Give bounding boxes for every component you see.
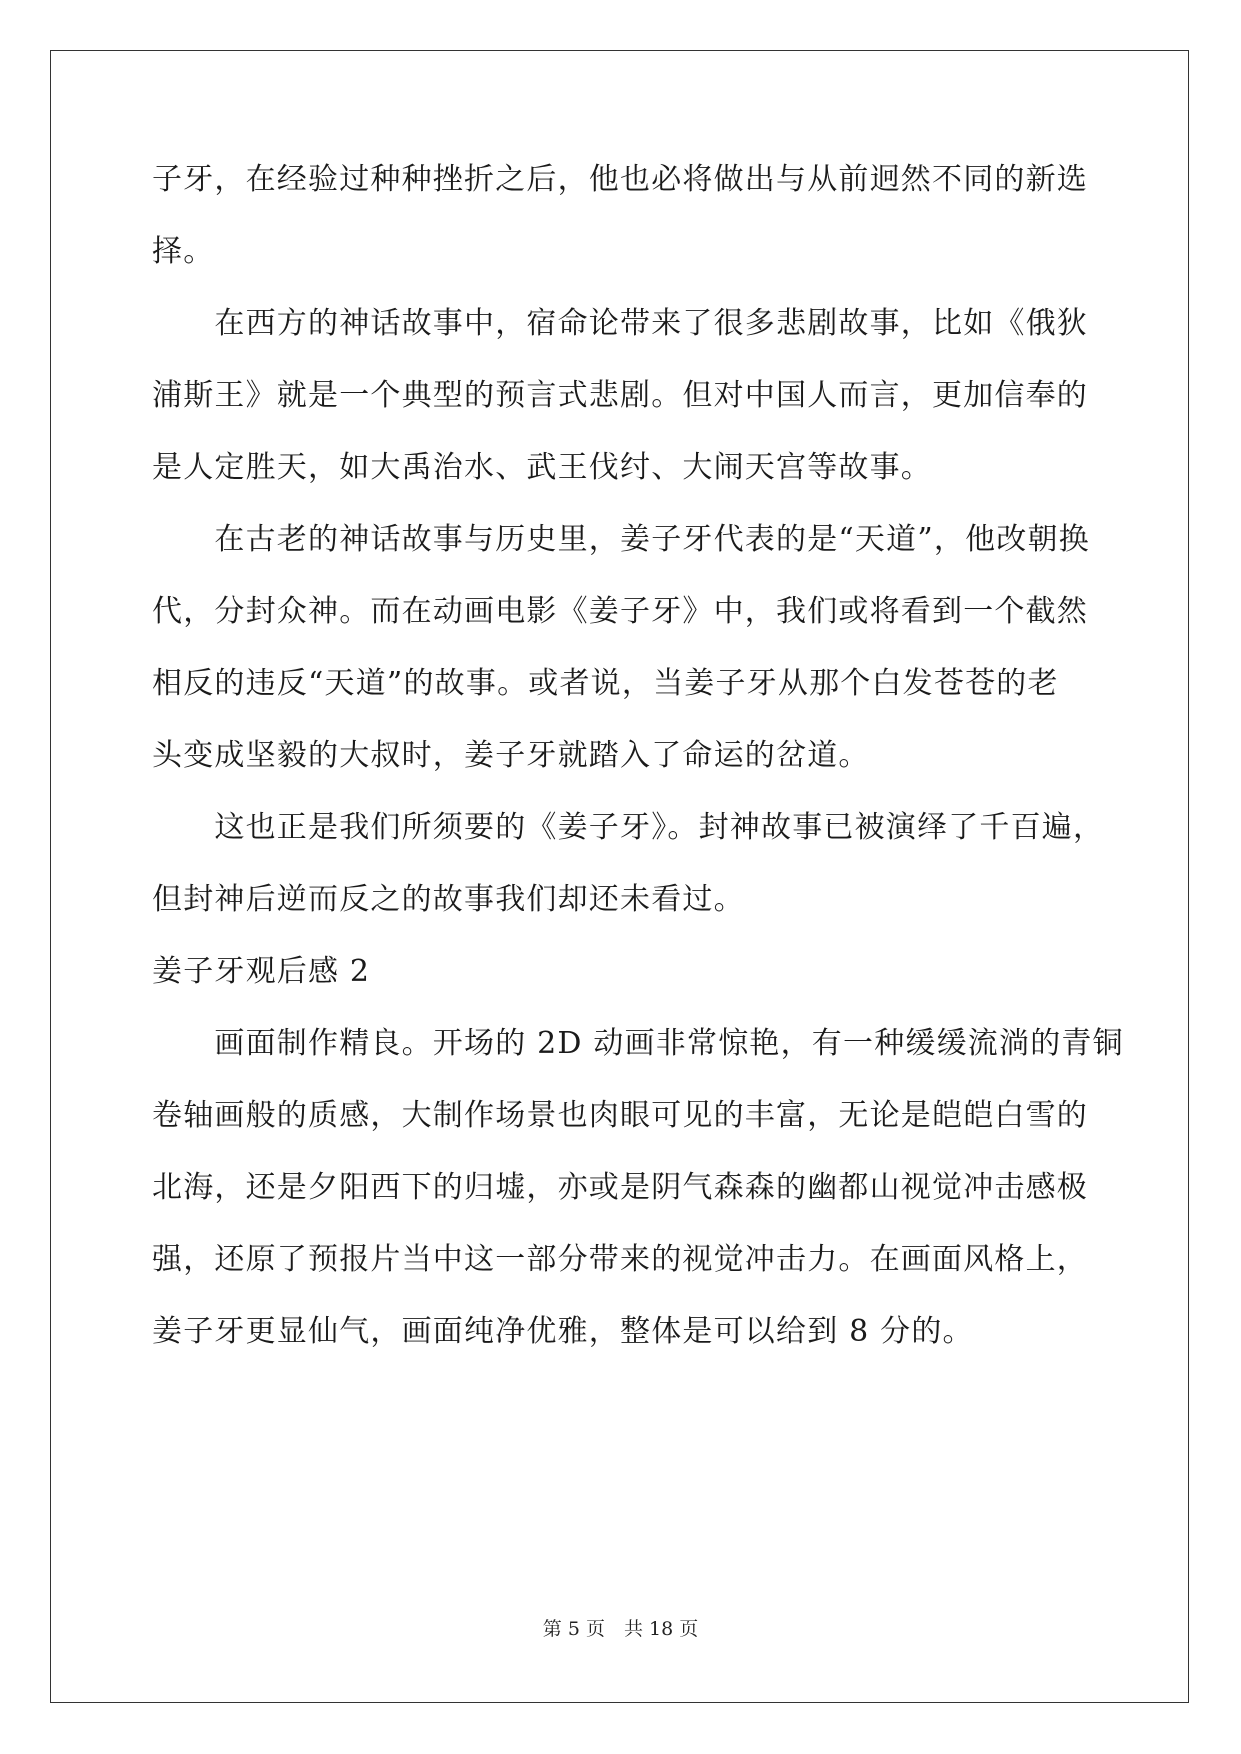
text-line: 卷轴画般的质感，大制作场景也肉眼可见的丰富，无论是皑皑白雪的 xyxy=(152,1098,1088,1133)
section-heading: 姜子牙观后感 2 xyxy=(152,954,371,989)
page-number-label: 第 5 页 共 18 页 xyxy=(542,1618,699,1640)
text-line: 北海，还是夕阳西下的归墟，亦或是阴气森森的幽都山视觉冲击感极 xyxy=(152,1170,1088,1205)
page-footer xyxy=(0,1617,1241,1641)
text-line: 在古老的神话故事与历史里，姜子牙代表的是“天道”，他改朝换 xyxy=(152,522,1090,557)
text-line: 相反的违反“天道”的故事。或者说，当姜子牙从那个白发苍苍的老 xyxy=(152,666,1059,701)
text-line: 这也正是我们所须要的《姜子牙》。封神故事已被演绎了千百遍， xyxy=(152,810,1105,845)
text-line: 在西方的神话故事中，宿命论带来了很多悲剧故事，比如《俄狄 xyxy=(152,306,1088,341)
text-line: 强，还原了预报片当中这一部分带来的视觉冲击力。在画面风格上， xyxy=(152,1242,1088,1277)
text-line: 子牙，在经验过种种挫折之后，他也必将做出与从前迥然不同的新选 xyxy=(152,162,1088,197)
text-line: 头变成坚毅的大叔时，姜子牙就踏入了命运的岔道。 xyxy=(152,738,870,773)
text-line: 但封神后逆而反之的故事我们却还未看过。 xyxy=(152,882,745,917)
text-line: 代，分封众神。而在动画电影《姜子牙》中，我们或将看到一个截然 xyxy=(152,594,1088,629)
text-line: 择。 xyxy=(152,234,215,269)
page-border xyxy=(50,50,1189,1703)
text-line: 是人定胜天，如大禹治水、武王伐纣、大闹天宫等故事。 xyxy=(152,450,932,485)
text-line: 浦斯王》就是一个典型的预言式悲剧。但对中国人而言，更加信奉的 xyxy=(152,378,1088,413)
text-line: 画面制作精良。开场的 2D 动画非常惊艳，有一种缓缓流淌的青铜 xyxy=(152,1026,1124,1061)
text-line: 姜子牙更显仙气，画面纯净优雅，整体是可以给到 8 分的。 xyxy=(152,1314,974,1349)
